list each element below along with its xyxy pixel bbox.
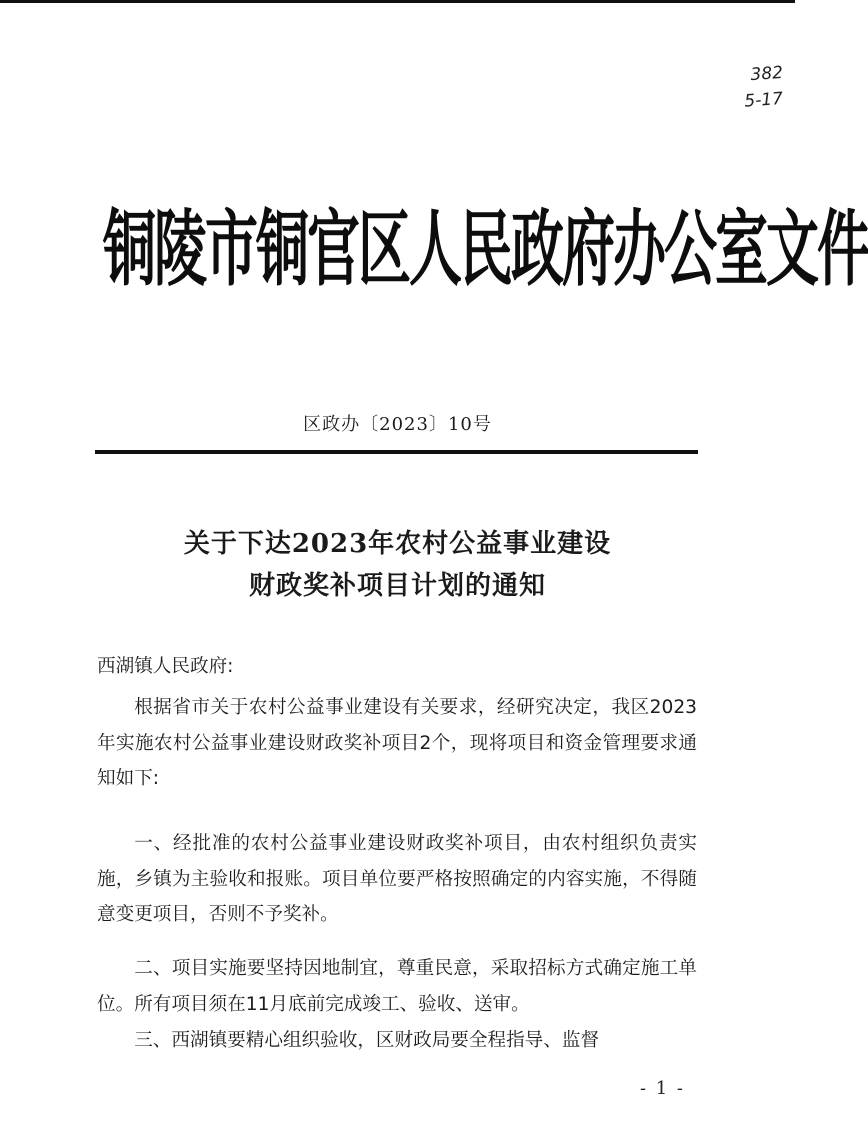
document-title-line1: 关于下达2023年农村公益事业建设 — [183, 529, 612, 559]
handwritten-note — [723, 62, 783, 114]
document-number: 区政办〔2023〕10号 — [303, 414, 492, 435]
document-header-title: 铜陵市铜官区人民政府办公室文件 — [103, 202, 868, 298]
body-paragraph: 二、项目实施要坚持因地制宜，尊重民意，采取招标方式确定施工单位。所有项目须在11月底前完成竣工、验收、送审。 — [97, 958, 697, 1015]
document-header — [103, 176, 868, 326]
body-paragraph: 一、经批准的农村公益事业建设财政奖补项目，由农村组织负责实施，乡镇为主验收和报账。项目单位要严格按照确定的内容实施，不得随意变更项目，否则不予奖补。 — [97, 833, 697, 925]
salutation: 西湖镇人民政府: — [97, 656, 234, 677]
page-number: - 1 - — [639, 1078, 685, 1099]
top-border-line — [0, 0, 795, 3]
handwritten-note-line2: 5-17 — [743, 88, 784, 112]
document-title-line2: 财政奖补项目计划的通知 — [248, 571, 546, 601]
body-paragraph: 三、西湖镇要精心组织验收，区财政局要全程指导、监督 — [134, 1030, 600, 1051]
body-paragraph: 根据省市关于农村公益事业建设有关要求，经研究决定，我区2023年实施农村公益事业建设财政奖补项目2个，现将项目和资金管理要求通知如下: — [97, 697, 697, 789]
handwritten-note-line1: 382 — [749, 62, 784, 86]
header-divider-rule — [95, 450, 698, 454]
